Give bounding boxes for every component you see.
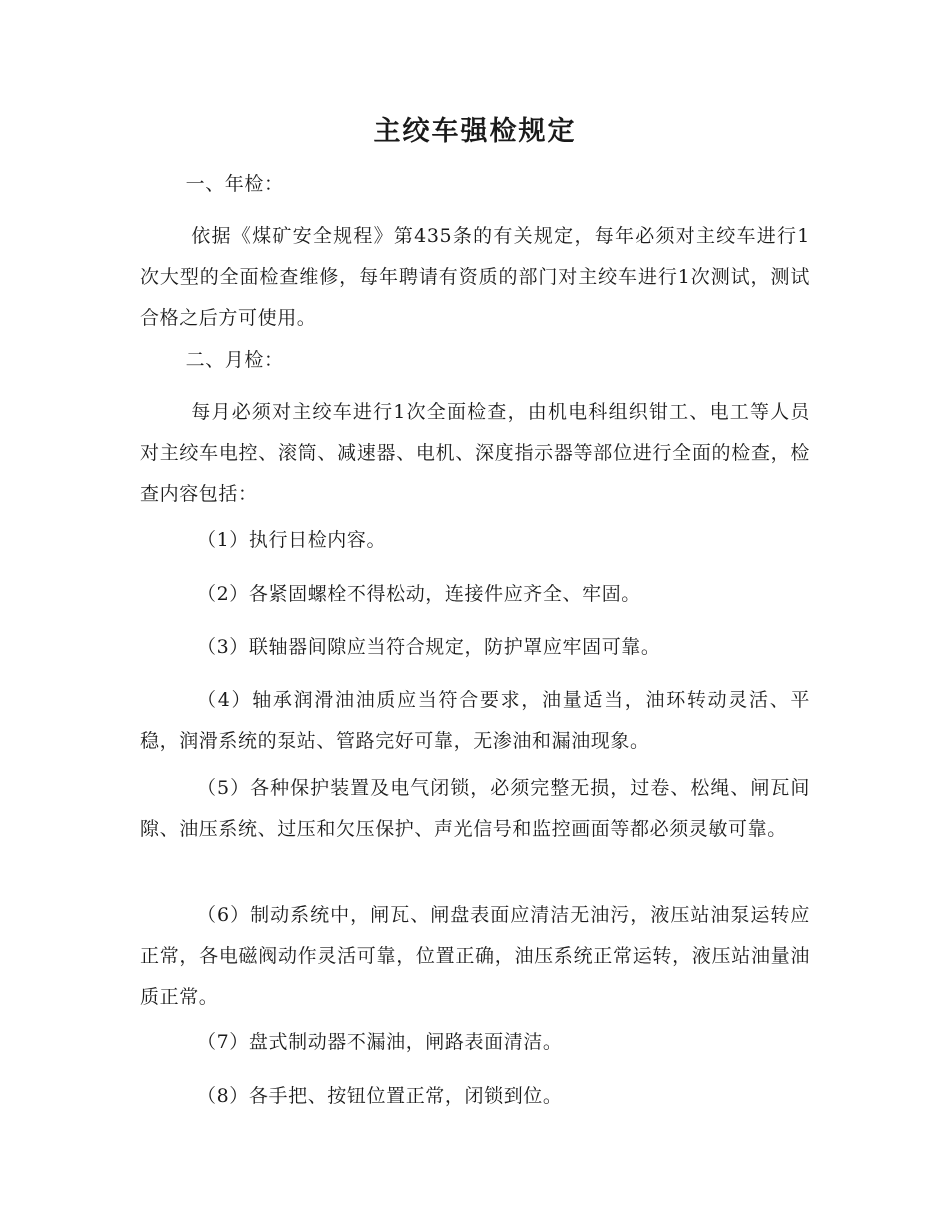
check-item-5: （5）各种保护装置及电气闭锁，必须完整无损，过卷、松绳、闸瓦间隙、油压系统、过压和欠压保护、声光信号和监控画面等都必须灵敏可靠。 (140, 777, 810, 840)
check-item-3: （3）联轴器间隙应当符合规定，防护罩应牢固可靠。 (197, 636, 661, 658)
document-page (140, 0, 810, 1230)
check-item-4: （4）轴承润滑油油质应当符合要求，油量适当，油环转动灵活、平稳，润滑系统的泵站、管路完好可靠，无渗油和漏油现象。 (140, 689, 810, 752)
check-item-7: （7）盘式制动器不漏油，闸路表面清洁。 (197, 1031, 563, 1053)
check-item-6: （6）制动系统中，闸瓦、闸盘表面应清洁无油污，液压站油泵运转应正常，各电磁阀动作灵活可靠，位置正确，油压系统正常运转，液压站油量油质正常。 (140, 904, 810, 1008)
section-heading-annual: 一、年检： (185, 173, 284, 195)
check-item-2: （2）各紧固螺栓不得松动，连接件应齐全、牢固。 (197, 583, 641, 605)
document-title: 主绞车强检规定 (373, 116, 577, 147)
section-heading-monthly: 二、月检： (185, 349, 284, 371)
monthly-inspection-paragraph: 每月必须对主绞车进行1次全面检查，由机电科组织钳工、电工等人员对主绞车电控、滚筒、减速器、电机、深度指示器等部位进行全面的检查，检查内容包括： (140, 401, 810, 505)
check-item-1: （1）执行日检内容。 (197, 529, 387, 551)
annual-inspection-paragraph: 依据《煤矿安全规程》第435条的有关规定，每年必须对主绞车进行1次大型的全面检查维修，每年聘请有资质的部门对主绞车进行1次测试，测试合格之后方可使用。 (140, 225, 810, 329)
check-item-8: （8）各手把、按钮位置正常，闭锁到位。 (197, 1085, 563, 1107)
